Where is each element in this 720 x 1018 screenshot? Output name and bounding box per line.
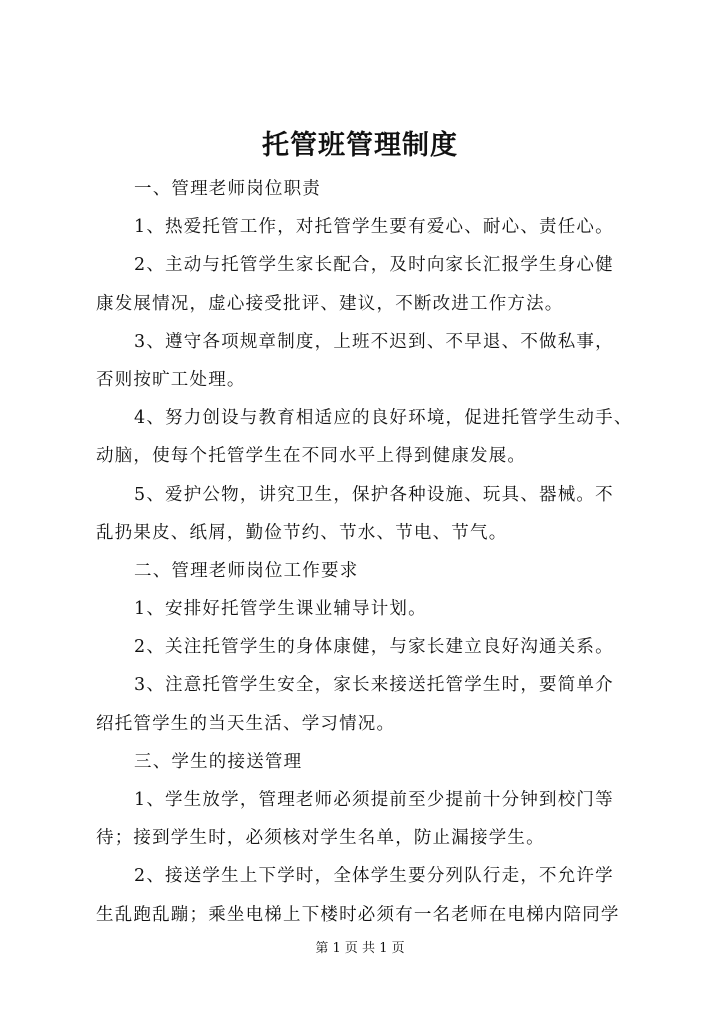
paragraph-line: 1、安排好托管学生课业辅导计划。 (134, 599, 427, 620)
paragraph-line: 4、努力创设与教育相适应的良好环境，促进托管学生动手、 (134, 408, 633, 429)
paragraph-line: 2、主动与托管学生家长配合，及时向家长汇报学生身心健 (134, 255, 614, 276)
document-title: 托管班管理制度 (262, 130, 458, 161)
paragraph-line: 1、热爱托管工作，对托管学生要有爱心、耐心、责任心。 (134, 217, 614, 238)
paragraph-line: 1、学生放学，管理老师必须提前至少提前十分钟到校门等 (134, 790, 614, 810)
paragraph-line: 否则按旷工处理。 (96, 369, 246, 390)
paragraph-line: 乱扔果皮、纸屑，勤俭节约、节水、节电、节气。 (96, 522, 508, 543)
paragraph-line: 待；接到学生时，必须核对学生名单，防止漏接学生。 (96, 828, 545, 849)
paragraph-line: 5、爱护公物，讲究卫生，保护各种设施、玩具、器械。不 (134, 484, 614, 505)
paragraph-line: 生乱跑乱蹦；乘坐电梯上下楼时必须有一名老师在电梯内陪同学 (96, 904, 620, 925)
paragraph-line: 动脑，使每个托管学生在不同水平上得到健康发展。 (96, 446, 527, 467)
paragraph-line: 2、关注托管学生的身体康健，与家长建立良好沟通关系。 (134, 637, 614, 658)
paragraph-line: 3、遵守各项规章制度，上班不迟到、不早退、不做私事， (134, 331, 614, 352)
paragraph-line: 绍托管学生的当天生活、学习情况。 (96, 713, 396, 734)
paragraph-line: 康发展情况，虚心接受批评、建议，不断改进工作方法。 (96, 293, 564, 314)
paragraph-line: 一、管理老师岗位职责 (134, 179, 321, 199)
paragraph-line: 二、管理老师岗位工作要求 (134, 560, 359, 581)
paragraph-line: 三、学生的接送管理 (134, 751, 303, 772)
paragraph-line: 2、接送学生上下学时，全体学生要分列队行走，不允许学 (134, 866, 614, 887)
page-footer: 第 1 页 共 1 页 (315, 941, 405, 956)
paragraph-line: 3、注意托管学生安全，家长来接送托管学生时，要简单介 (134, 675, 614, 696)
document-body (96, 170, 636, 934)
